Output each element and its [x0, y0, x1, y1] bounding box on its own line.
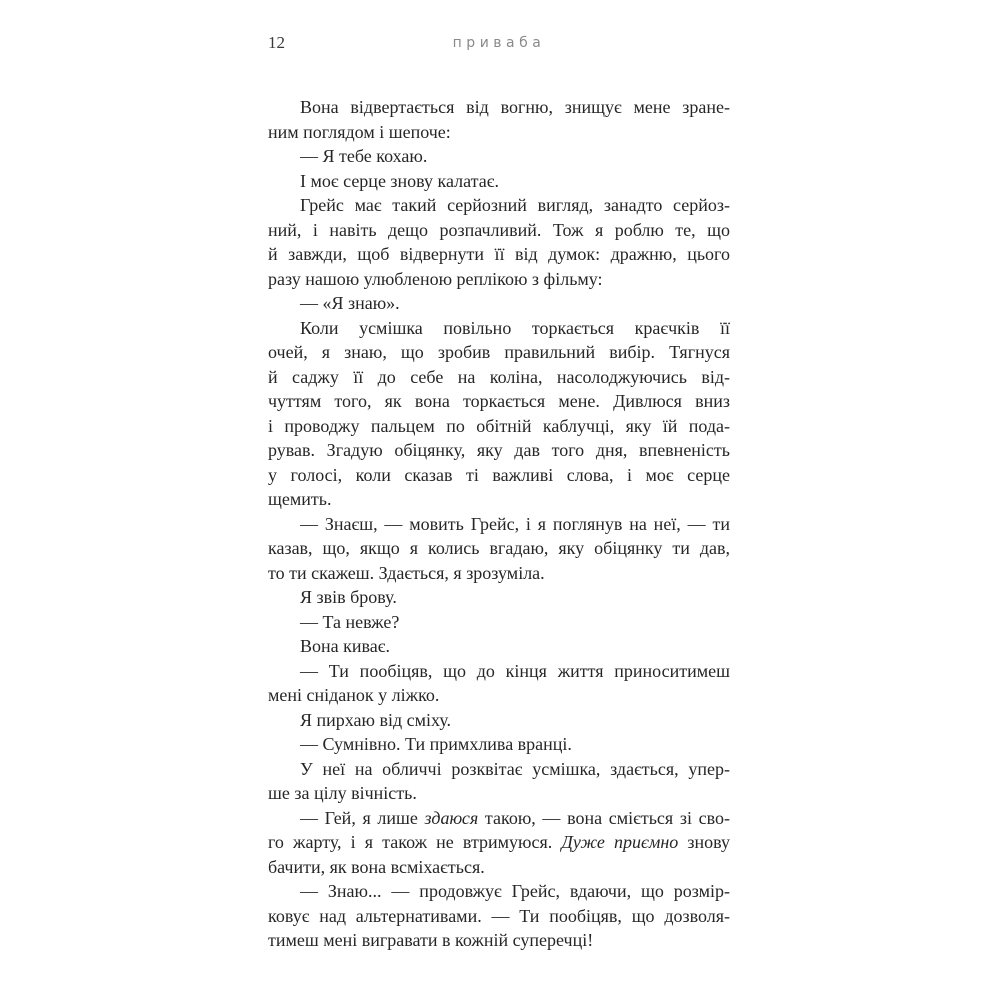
text-line [268, 414, 730, 439]
text-run: — Та невже? [300, 611, 400, 632]
text-line [268, 830, 730, 855]
text-run: ний, і навіть дещо розпачливий. Тож я роблю те, що [268, 219, 730, 240]
text-line [268, 561, 730, 586]
text-line [268, 242, 730, 267]
text-run: Грейс має такий серйозний вигляд, занадто серйоз- [300, 195, 730, 215]
text-run: і проводжу пальцем по обітній каблучці, яку їй пода- [268, 415, 730, 436]
text-line [268, 683, 730, 708]
text-line [268, 316, 730, 341]
text-run: Я пирхаю від сміху. [300, 709, 452, 730]
text-line [268, 634, 730, 659]
text-line [268, 806, 730, 831]
text-run: Вона відвертається від вогню, знищує мене зране- [300, 97, 730, 117]
text-line [268, 169, 730, 194]
text-run: Коли усмішка повільно торкається краєчків її [300, 317, 730, 338]
text-line [268, 928, 730, 953]
text-run: казав, що, якщо я колись вгадаю, яку обіцянку ти дав, [268, 538, 730, 558]
text-line [268, 193, 730, 218]
running-head: приваба [452, 35, 546, 51]
text-run: Вона киває. [300, 636, 390, 656]
text-line [268, 389, 730, 414]
text-run: — Ти пообіцяв, що до кінця життя приноситимеш [300, 660, 730, 681]
text-run: — «Я знаю». [300, 293, 400, 313]
text-line [268, 438, 730, 463]
paragraph [268, 732, 730, 757]
paragraph [268, 757, 730, 806]
text-run: І моє серце знову калатає. [300, 170, 499, 191]
text-line [268, 879, 730, 904]
paragraph [268, 585, 730, 610]
text-run: очей, я знаю, що зробив правильний вибір. Тягнуся [268, 342, 730, 362]
text-run: щемить. [268, 489, 332, 509]
text-run: У неї на обличчі розквітає усмішка, здається, упер- [300, 758, 730, 779]
text-line [268, 781, 730, 806]
text-line [268, 267, 730, 292]
text-run: — Сумнівно. Ти примхлива вранці. [300, 734, 572, 754]
text-run: ше за цілу вічність. [268, 783, 417, 803]
text-line [268, 708, 730, 733]
text-line [268, 757, 730, 782]
text-run: мені сніданок у ліжко. [268, 685, 440, 705]
paragraph [268, 193, 730, 291]
text-run: го жарту, і я також не втримуюся. [268, 832, 562, 852]
text-run: й завжди, щоб відвернути її від думок: дражню, цього [268, 244, 730, 264]
text-line [268, 536, 730, 561]
italic-text-run: Дуже приємно [561, 832, 679, 852]
page-number: 12 [268, 33, 285, 52]
text-line [268, 463, 730, 488]
text-line [268, 855, 730, 880]
text-line [268, 659, 730, 684]
text-run: Я звів брову. [300, 587, 397, 607]
text-run: знову [678, 832, 731, 852]
text-line [268, 512, 730, 537]
italic-text-run: здаюся [424, 807, 479, 828]
text-line [268, 340, 730, 365]
text-run: ним поглядом і шепоче: [268, 121, 451, 142]
text-run: — Я тебе кохаю. [300, 146, 428, 166]
paragraph [268, 144, 730, 169]
paragraph [268, 95, 730, 144]
text-run: — Знаєш, — мовить Грейс, і я поглянув на неї, — ти [300, 513, 730, 534]
paragraph [268, 512, 730, 586]
text-run: бачити, як вона всміхається. [268, 856, 485, 877]
text-line [268, 365, 730, 390]
text-run: ковує над альтернативами. — Ти пообіцяв, що дозволя- [268, 905, 730, 926]
paragraph [268, 634, 730, 659]
text-line [268, 144, 730, 169]
text-line [268, 120, 730, 145]
text-run: у голосі, коли сказав ті важливі слова, і моє серце [268, 464, 730, 485]
paragraph [268, 879, 730, 953]
text-run: то ти скажеш. Здається, я зрозуміла. [268, 562, 545, 583]
paragraph [268, 610, 730, 635]
text-run: рував. Згадую обіцянку, яку дав того дня, впевненість [268, 440, 730, 460]
text-run: — Гей, я лише [300, 807, 425, 828]
paragraph [268, 169, 730, 194]
text-line [268, 732, 730, 757]
paragraph [268, 659, 730, 708]
text-run: — Знаю... — продовжує Грейс, вдаючи, що розмір- [300, 881, 730, 901]
paragraph [268, 316, 730, 512]
paragraph [268, 708, 730, 733]
text-block [268, 95, 730, 953]
text-run: разу нашою улюбленою реплікою з фільму: [268, 268, 603, 289]
text-line [268, 487, 730, 512]
text-run: тимеш мені вигравати в кожній суперечці! [268, 930, 594, 950]
text-run: й саджу її до себе на коліна, насолоджуючись від- [268, 366, 730, 387]
text-line [268, 585, 730, 610]
text-run: такою, — вона сміється зі сво- [478, 807, 730, 828]
text-line [268, 610, 730, 635]
text-line [268, 218, 730, 243]
text-line [268, 904, 730, 929]
text-run: чуттям того, як вона торкається мене. Дивлюся вниз [268, 391, 730, 411]
paragraph [268, 291, 730, 316]
paragraph [268, 806, 730, 880]
text-line [268, 95, 730, 120]
text-line [268, 291, 730, 316]
